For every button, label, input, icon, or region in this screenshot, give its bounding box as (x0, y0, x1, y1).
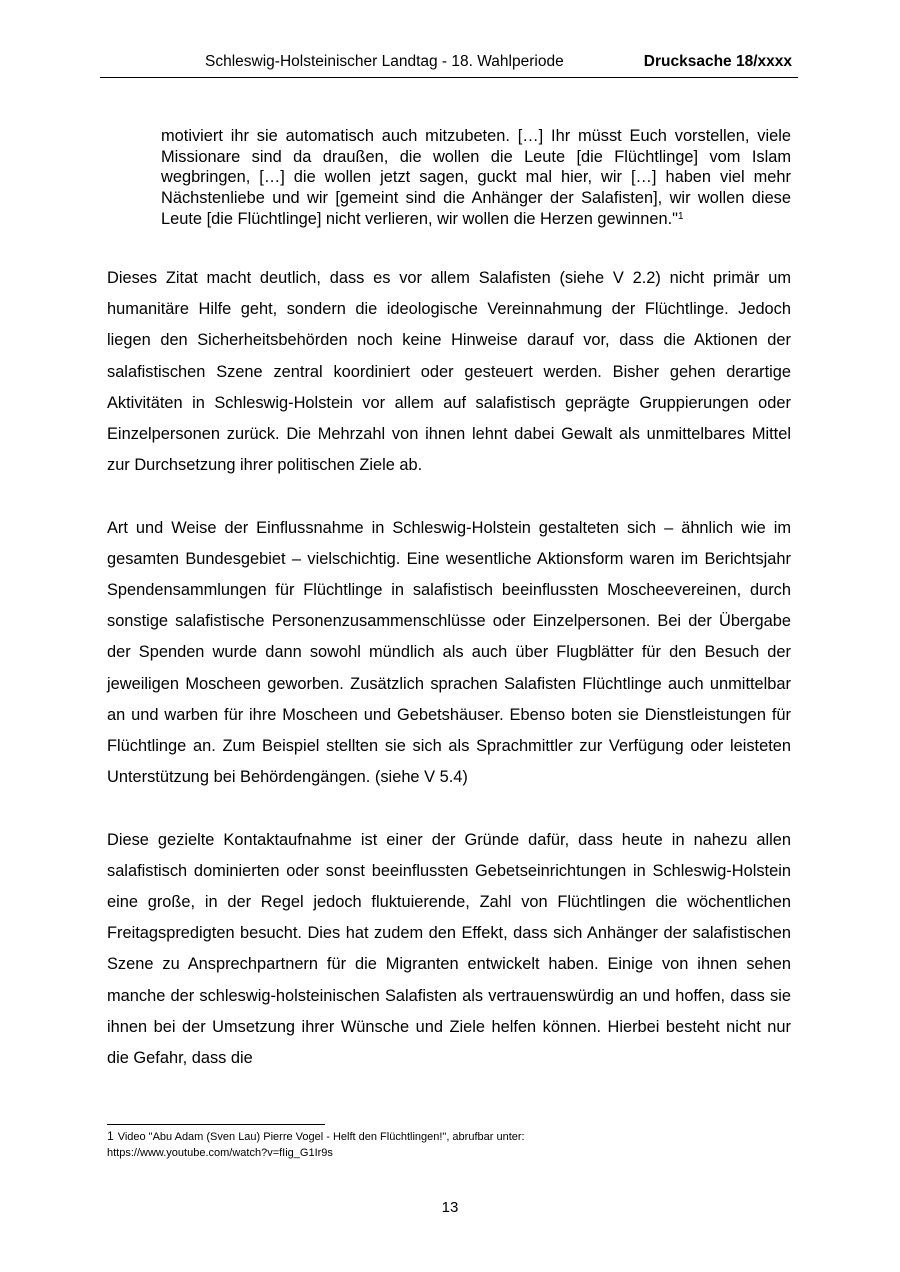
paragraph: Dieses Zitat macht deutlich, dass es vor allem Salafisten (siehe V 2.2) nicht primär um humanitäre Hilfe geht, sondern die ideologische Vereinnahmung der Flüchtlinge. Jedoch liegen den Sicherheitsbehörden noch keine Hinweise darauf vor, dass die Aktionen der salafistischen Szene zentral koordiniert oder gesteuert werden. Bisher gehen derartige Aktivitäten in Schleswig-Holstein vor allem auf salafistisch geprägte Gruppierungen oder Einzelpersonen zurück. Die Mehrzahl von ihnen lehnt dabei Gewalt als unmittelbares Mittel zur Durchsetzung ihrer politischen Ziele ab. (107, 269, 791, 475)
block-quote (161, 126, 791, 230)
page-number: 13 (441, 1199, 459, 1216)
footnote-reference[interactable]: 1 (677, 210, 684, 222)
body-text (107, 263, 791, 1074)
quote-text: motiviert ihr sie automatisch auch mitzubeten. […] Ihr müsst Euch vorstellen, viele Missionare sind da draußen, die wollen die Leute [die Flüchtlinge] vom Islam wegbringen, […] die wollen jetzt sagen, guckt mal hier, wir […] haben viel mehr Nächstenliebe und wir [gemeint sind die Anhänger der Salafisten], wir wollen diese Leute [die Flüchtlinge] nicht verlieren, wir wollen die Herzen gewinnen." (161, 127, 791, 228)
footnote-number: 1 (107, 1129, 114, 1143)
paragraph: Art und Weise der Einflussnahme in Schleswig-Holstein gestalteten sich – ähnlich wie im gesamten Bundesgebiet – vielschichtig. Eine wesentliche Aktionsform waren im Berichtsjahr Spendensammlungen für Flüchtlinge in salafistisch beeinflussten Moscheevereinen, durch sonstige salafistische Personenzusammenschlüsse oder Einzelpersonen. Bei der Übergabe der Spenden wurde dann sowohl mündlich als auch über Flugblätter für den Besuch der jeweiligen Moscheen geworben. Zusätzlich sprachen Salafisten Flüchtlinge auch unmittelbar an und warben für ihre Moscheen und Gebetshäuser. Ebenso boten sie Dienstleistungen für Flüchtlinge an. Zum Beispiel stellten sie sich als Sprachmittler zur Verfügung oder leisteten Unterstützung bei Behördengängen. (siehe V 5.4) (107, 518, 791, 787)
page-header (100, 50, 798, 78)
footnote-divider (107, 1124, 325, 1125)
footnote-text: Video "Abu Adam (Sven Lau) Pierre Vogel - Helft den Flüchtlingen!", abrufbar unter: (117, 1131, 525, 1143)
footnote (107, 1129, 791, 1161)
header-title: Schleswig-Holsteinischer Landtag - 18. Wahlperiode (205, 53, 564, 70)
footnote-link[interactable]: https://www.youtube.com/watch?v=fIig_G1Ir9s (107, 1147, 333, 1159)
document-number: Drucksache 18/xxxx (643, 53, 792, 70)
paragraph: Diese gezielte Kontaktaufnahme ist einer der Gründe dafür, dass heute in nahezu allen salafistisch dominierten oder sonst beeinflussten Gebetseinrichtungen in Schleswig-Holstein eine große, in der Regel jedoch fluktuierende, Zahl von Flüchtlingen die wöchentlichen Freitagspredigten besucht. Dies hat zudem den Effekt, dass sich Anhänger der salafistischen Szene zu Ansprechpartnern für die Migranten entwickelt haben. Einige von ihnen sehen manche der schleswig-holsteinischen Salafisten als vertrauenswürdig an und hoffen, dass sie ihnen bei der Umsetzung ihrer Wünsche und Ziele helfen können. Hierbei besteht nicht nur die Gefahr, dass die (107, 830, 791, 1068)
